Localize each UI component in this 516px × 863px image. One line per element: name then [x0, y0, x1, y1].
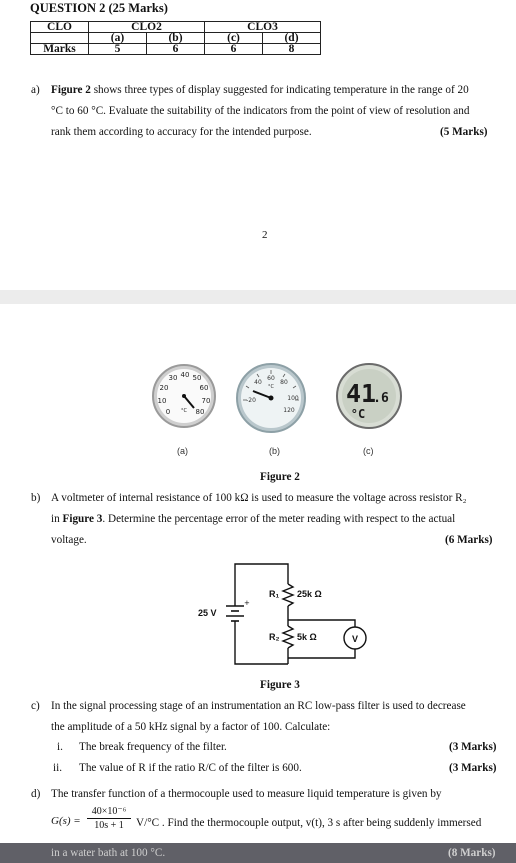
gauge-b-tick-60: 60: [267, 375, 275, 382]
qd-label: d): [31, 788, 41, 800]
dial-thermometer-a: [150, 362, 218, 430]
qa-line1: [51, 80, 501, 100]
qa-line1-text: shows three types of display suggested for indicating temperature in the range of 20: [90, 84, 469, 96]
marks-a: 5: [89, 44, 147, 55]
question-title: QUESTION 2 (25 Marks): [30, 1, 168, 15]
qd-line2: V/°C . Find the thermocouple output, v(t), 3 s after being suddenly immersed: [136, 817, 482, 829]
qb-line2-pre: in: [51, 513, 63, 525]
qb-line3: voltage.: [51, 534, 87, 546]
wire-bottom: [235, 624, 288, 664]
resistor-r2: [283, 626, 293, 648]
figure2-caption: Figure 2: [260, 471, 300, 483]
figure2-label-b: (b): [269, 446, 280, 456]
gauge-b-tick-minus20: -20: [246, 397, 256, 404]
qd-marks: (8 Marks): [448, 847, 496, 859]
dial-thermometer-b: [235, 362, 307, 434]
qc-item1-text: The break frequency of the filter.: [79, 741, 227, 753]
qc-item2-num: ii.: [53, 762, 63, 774]
figure2-label-c: (c): [363, 446, 374, 456]
qd-line3: in a water bath at 100 °C.: [51, 847, 166, 859]
qa-line3: rank them according to accuracy for the intended purpose.: [51, 126, 312, 138]
clo-header: CLO: [31, 22, 89, 33]
resistor-r1: [283, 584, 293, 606]
qc-line1: In the signal processing stage of an instrumentation an RC low-pass filter is used to decrease: [51, 700, 466, 712]
gauge-a-tick-30: 30: [168, 374, 178, 382]
marks-c: 6: [205, 44, 263, 55]
part-d-header: (d): [263, 33, 321, 44]
marks-d: 8: [263, 44, 321, 55]
clo2-header: CLO2: [89, 22, 205, 33]
clo3-header: CLO3: [205, 22, 321, 33]
qa-figure-ref: Figure 2: [51, 84, 91, 96]
qc-item1-num: i.: [57, 741, 63, 753]
display-c-main: 41: [345, 379, 377, 408]
tf-lhs: G(s) =: [51, 815, 81, 827]
qc-label: c): [31, 700, 40, 712]
qa-marks: (5 Marks): [440, 126, 488, 138]
gauge-b-tick-40: 40: [254, 379, 262, 386]
gauge-a-tick-40: 40: [180, 371, 190, 379]
qa-line2: °C to 60 °C. Evaluate the suitability of the indicators from the point of view of resolution and: [51, 105, 470, 117]
battery-plus-icon: +: [244, 599, 250, 607]
tf-fraction: [87, 806, 131, 833]
r1-value: 25k Ω: [297, 589, 322, 599]
gauge-a-tick-80: 80: [195, 408, 205, 416]
qc-line2: the amplitude of a 50 kHz signal by a factor of 100. Calculate:: [51, 721, 331, 733]
r2-name: R₂: [269, 632, 280, 642]
display-c-decimal: .6: [373, 391, 389, 406]
marks-label: Marks: [31, 44, 89, 55]
digital-thermometer-c: [335, 362, 403, 430]
tf-denominator: 10s + 1: [94, 820, 124, 831]
marks-b: 6: [147, 44, 205, 55]
display-c-unit: °C: [350, 407, 366, 421]
gauge-a-tick-50: 50: [192, 374, 202, 382]
gauge-a-unit: °C: [181, 408, 187, 414]
qb-line1: A voltmeter of internal resistance of 100 kΩ is used to measure the voltage across resistor R₂: [51, 492, 467, 504]
qb-marks: (6 Marks): [445, 534, 493, 546]
figure3-caption: Figure 3: [260, 679, 300, 691]
page-break: [0, 290, 516, 304]
wire-top: [235, 564, 288, 600]
qc-item2-marks: (3 Marks): [449, 762, 497, 774]
gauge-b-unit: °C: [268, 384, 274, 390]
circuit-diagram: [190, 560, 370, 672]
qb-line2-rest: . Determine the percentage error of the meter reading with respect to the actual: [102, 513, 456, 525]
gauge-b-tick-120: 120: [283, 407, 295, 414]
qb-label: b): [31, 492, 41, 504]
page-number: 2: [262, 229, 268, 241]
qb-line2: [51, 509, 501, 529]
gauge-b-tick-100: 100: [287, 395, 299, 402]
r1-name: R₁: [269, 589, 280, 599]
part-c-header: (c): [205, 33, 263, 44]
part-b-header: (b): [147, 33, 205, 44]
part-a-header: (a): [89, 33, 147, 44]
tf-numerator: 40×10⁻⁶: [87, 806, 131, 819]
r2-value: 5k Ω: [297, 632, 317, 642]
clo-marks-table: [30, 21, 321, 55]
gauge-a-tick-10: 10: [157, 397, 167, 405]
gauge-a-tick-20: 20: [159, 384, 169, 392]
gauge-a-tick-0: 0: [165, 408, 171, 416]
source-voltage-label: 25 V: [198, 608, 217, 618]
qa-label: a): [31, 84, 40, 96]
gauge-a-tick-70: 70: [201, 397, 211, 405]
gauge-a-tick-60: 60: [199, 384, 209, 392]
qc-item2-text: The value of R if the ratio R/C of the filter is 600.: [79, 762, 302, 774]
qb-figure-ref: Figure 3: [62, 513, 103, 525]
qd-line1: The transfer function of a thermocouple used to measure liquid temperature is given by: [51, 788, 442, 800]
figure2-label-a: (a): [177, 446, 188, 456]
gauge-b-tick-80: 80: [280, 379, 288, 386]
qc-item1-marks: (3 Marks): [449, 741, 497, 753]
voltmeter-label: V: [351, 634, 359, 644]
